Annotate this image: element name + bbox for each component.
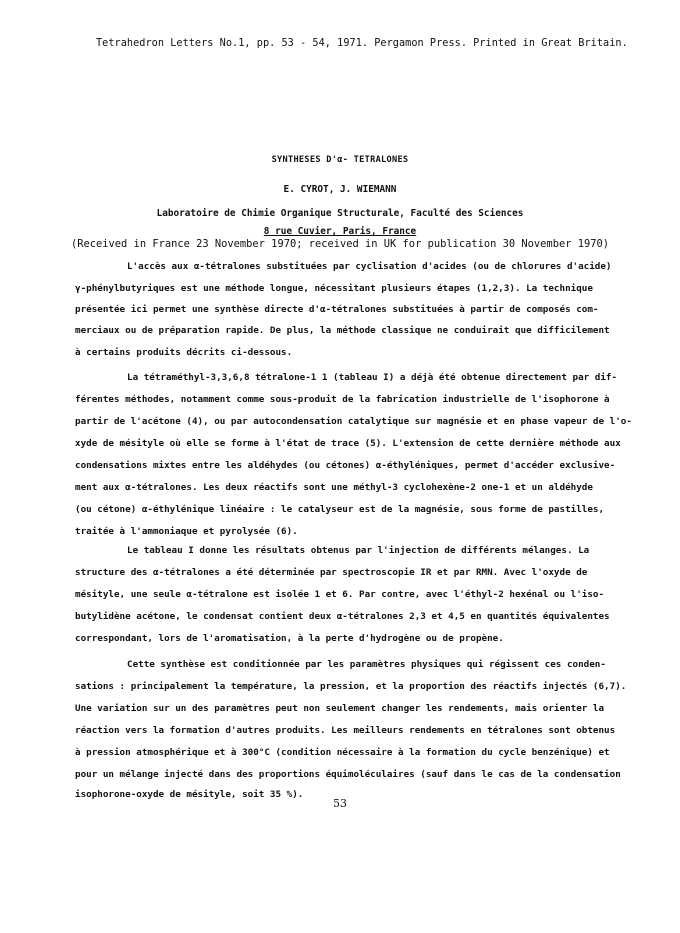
paragraph-line: isophorone-oxyde de mésityle, soit 35 %). [75,789,304,800]
paragraph-line: structure des α-tétralones a été déterminée par spectroscopie IR et par RMN. Avec l'oxyde de [75,567,588,578]
paragraph-line: γ-phénylbutyriques est une méthode longue, nécessitant plusieurs étapes (1,2,3). La technique [75,283,593,294]
paragraph-line: La tétraméthyl-3,3,6,8 tétralone-1 1 (tableau I) a déjà été obtenue directement par dif- [127,372,618,383]
page-number: 53 [333,797,347,810]
paragraph-line: traitée à l'ammoniaque et pyrolysée (6). [75,526,298,537]
paragraph-line: présentée ici permet une synthèse directe d'α-tétralones substituées à partir de composés com- [75,304,599,315]
paragraph-line: à certains produits décrits ci-dessous. [75,347,293,358]
article-title: SYNTHESES D'α- TETRALONES [271,155,409,165]
paragraph-line: sations : principalement la température, la pression, et la proportion des réactifs injectés (6,7). [75,681,627,692]
paragraph-line: ment aux α-tétralones. Les deux réactifs sont une méthyl-3 cyclohexène-2 one-1 et un aldéhyde [75,482,593,493]
paragraph-line: Cette synthèse est conditionnée par les paramètres physiques qui régissent ces conden- [127,659,606,670]
paragraph-line: Le tableau I donne les résultats obtenus par l'injection de différents mélanges. La [127,545,590,556]
paragraph-line: à pression atmosphérique et à 300°C (condition nécessaire à la formation du cycle benzénique) et [75,747,610,758]
author-affiliation: Laboratoire de Chimie Organique Structurale, Faculté des Sciences [156,208,524,219]
article-authors: E. CYROT, J. WIEMANN [283,184,397,195]
paragraph-line: pour un mélange injecté dans des proportions équimoléculaires (sauf dans le cas de la condensation [75,769,621,780]
paragraph-line: mésityle, une seule α-tétralone est isolée 1 et 6. Par contre, avec l'éthyl-2 hexénal ou l'iso- [75,589,605,600]
paragraph-line: xyde de mésityle où elle se forme à l'état de trace (5). L'extension de cette dernière méthode aux [75,438,621,449]
paragraph-line: (ou cétone) α-éthylénique linéaire : le catalyseur est de la magnésie, sous forme de pastilles, [75,504,605,515]
paragraph-line: Une variation sur un des paramètres peut non seulement changer les rendements, mais orienter la [75,703,605,714]
author-address: 8 rue Cuvier, Paris, France [263,226,417,237]
paragraph-line: condensations mixtes entre les aldéhydes (ou cétones) α-éthyléniques, permet d'accéder exclusive- [75,460,616,471]
received-dates: (Received in France 23 November 1970; received in UK for publication 30 November 1970) [71,238,609,250]
paragraph-line: partir de l'acétone (4), ou par autocondensation catalytique sur magnésie et en phase vapeur de l'o- [75,416,632,427]
paragraph-line: férentes méthodes, notamment comme sous-produit de la fabrication industrielle de l'isophorone à [75,394,610,405]
paragraph-line: L'accès aux α-tétralones substituées par cyclisation d'acides (ou de chlorures d'acide) [127,261,612,272]
paragraph-line: butylidène acétone, le condensat contient deux α-tétralones 2,3 et 4,5 en quantités équivalentes [75,611,610,622]
paragraph-line: merciaux ou de préparation rapide. De plus, la méthode classique ne conduirait que difficilement [75,325,610,336]
paragraph-line: réaction vers la formation d'autres produits. Les meilleurs rendements en tétralones sont obtenus [75,725,616,736]
paragraph-line: correspondant, lors de l'aromatisation, à la perte d'hydrogène ou de propène. [75,633,504,644]
journal-citation-header: Tetrahedron Letters No.1, pp. 53 - 54, 1971. Pergamon Press. Printed in Great Britain. [96,38,628,49]
